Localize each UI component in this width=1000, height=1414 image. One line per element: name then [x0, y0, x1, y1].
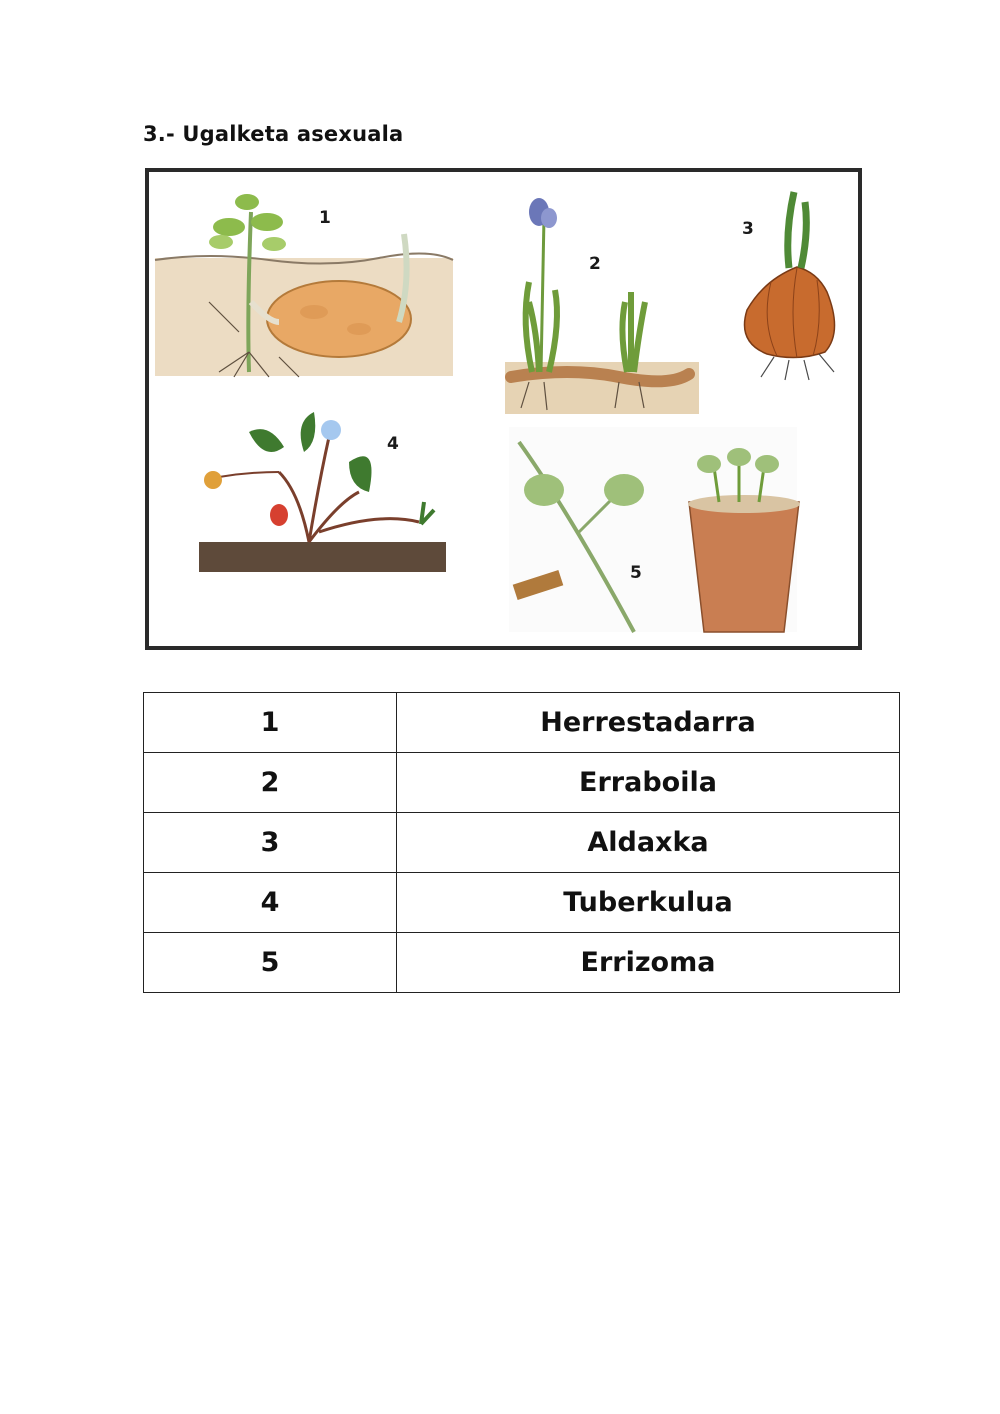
table-row [144, 873, 900, 933]
strawberry-stolon-illustration [199, 412, 446, 572]
iris-rhizome-illustration [505, 198, 699, 414]
illustration-frame [145, 168, 862, 650]
section-title: 3.- Ugalketa asexuala [143, 122, 404, 146]
table-row [144, 933, 900, 993]
row-number: 4 [144, 873, 397, 933]
row-term: Aldaxka [397, 813, 900, 873]
onion-bulb-illustration [745, 192, 835, 380]
label-3: 3 [742, 219, 754, 239]
row-number: 2 [144, 753, 397, 813]
label-5: 5 [630, 563, 642, 583]
label-1: 1 [319, 208, 331, 228]
row-term: Errizoma [397, 933, 900, 993]
row-number: 5 [144, 933, 397, 993]
table-row [144, 813, 900, 873]
cutting-illustration [509, 427, 800, 632]
row-term: Erraboila [397, 753, 900, 813]
row-number: 3 [144, 813, 397, 873]
table-row [144, 753, 900, 813]
row-number: 1 [144, 693, 397, 753]
row-term: Herrestadarra [397, 693, 900, 753]
asexual-reproduction-illustration [149, 172, 858, 646]
row-term: Tuberkulua [397, 873, 900, 933]
table-row [144, 693, 900, 753]
label-4: 4 [387, 434, 399, 454]
label-2: 2 [589, 254, 601, 274]
answer-table [143, 692, 900, 993]
potato-tuber-illustration [155, 194, 453, 377]
